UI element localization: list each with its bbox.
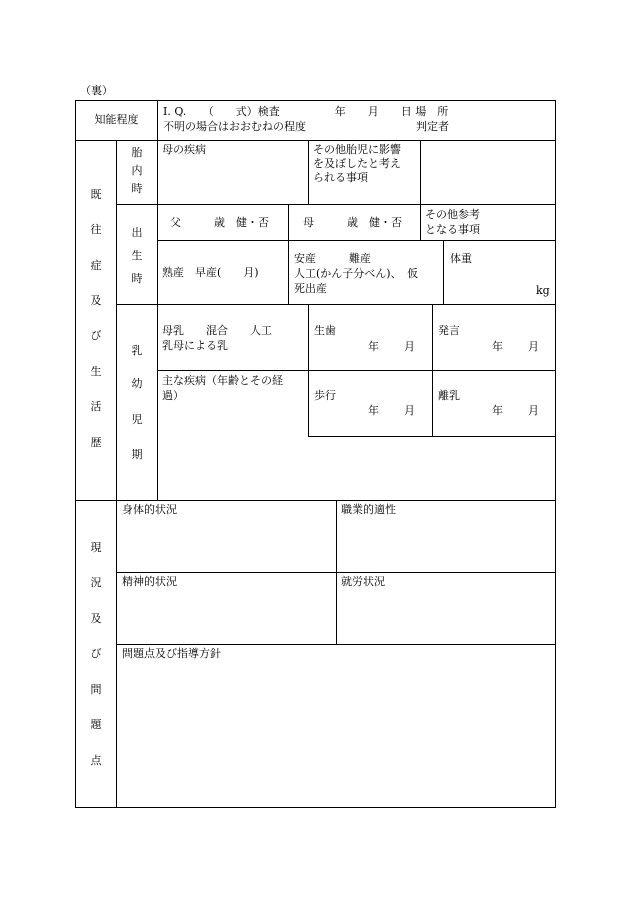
mental-status-label: 精神的状況 [122,575,177,588]
mother-age-health: 母 歳 健・否 [303,216,402,229]
form-page: （裏） 知能程度 I. Q. （ 式）検査 年 月 日 場 所 不明の場合はおおむねの程度 判定者 既 往 症 及 び 生 活 歴 胎 内 時 母の疾病 その他胎児に影響 を及ぼしたと考え られる事項 出 生 時 父 歳 健・否 母 歳 健・否 その他参考 となる事項 熟産 早産( 月) 安産 難産 人工(かん子分べん)、 仮 死出産 体重 kg 乳 幼 児 期 母乳 混合 人工 乳母による乳 生歯 年 月 発言 年 月 主な疾病（年齢とその経 過） 歩行 年 月 離乳 年 月 現 況 及 び 問 題 点 身体的状況 職業的適性 精神的状況 就労状況 問題点及び指導方針 [0,0,630,915]
physical-status-label: 身体的状況 [122,503,177,516]
teeth-label: 生歯 [314,324,336,337]
walking-label: 歩行 [314,389,336,402]
weight-unit: kg [536,284,550,297]
walking-year: 年 [368,404,379,417]
speech-label: 発言 [438,324,460,337]
page-label: （裏） [80,84,113,97]
iq-label: 知能程度 [94,113,139,126]
weaning-year: 年 [492,404,503,417]
teeth-month: 月 [404,340,415,353]
weight-label: 体重 [450,252,472,265]
weaning-month: 月 [528,404,539,417]
employment-status-label: 就労状況 [341,575,385,588]
speech-year: 年 [492,340,503,353]
mother-illness-label: 母の疾病 [162,143,206,156]
walking-month: 月 [404,404,415,417]
speech-month: 月 [528,340,539,353]
term-label: 熟産 早産( 月) [162,266,259,279]
iq-line2: 不明の場合はおおむねの程度 判定者 [163,120,449,133]
teeth-year: 年 [368,340,379,353]
problems-guidance-label: 問題点及び指導方針 [122,647,221,660]
vocational-aptitude-label: 職業的適性 [341,503,396,516]
father-age-health: 父 歳 健・否 [170,216,269,229]
iq-line1: I. Q. （ 式）検査 年 月 日 場 所 [163,105,449,118]
weaning-label: 離乳 [438,389,460,402]
